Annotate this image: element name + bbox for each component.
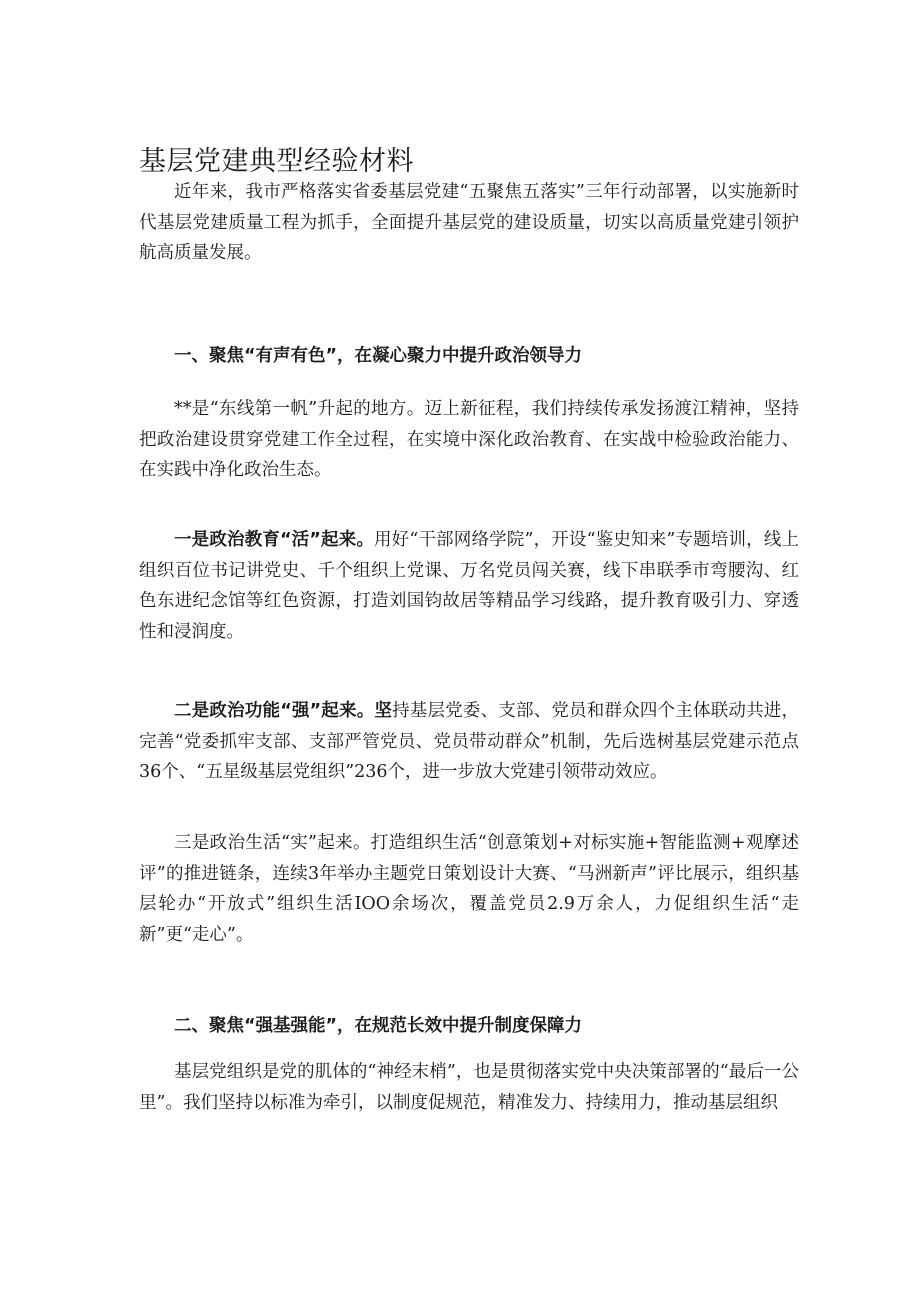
item-2-lead: 二是政治功能“强”起来。坚 xyxy=(174,701,393,721)
item-2-body: 持基层党委、支部、党员和群众四个主体联动共进，完善“党委抓牢支部、支部严管党员、党员带动群众”机制，先后选树基层党建示范点36个、“五星级基层党组织”236个，进一步放大党建引领带动效应。 xyxy=(139,701,799,782)
section-2-intro-paragraph: 基层党组织是党的肌体的“神经末梢”，也是贯彻落实党中央决策部署的“最后一公里”。我们坚持以标准为牵引，以制度促规范，精准发力、持续用力，推动基层组织 xyxy=(139,1062,799,1113)
item-1-lead: 一是政治教育“活”起来。 xyxy=(174,530,375,550)
intro-paragraph: 近年来，我市严格落实省委基层党建“五聚焦五落实”三年行动部署，以实施新时代基层党建质量工程为抓手，全面提升基层党的建设质量，切实以高质量党建引领护航高质量发展。 xyxy=(139,182,799,263)
document-title: 基层党建典型经验材料 xyxy=(139,146,414,177)
section-1-item-3-paragraph: 三是政治生活“实”起来。打造组织生活“创意策划+对标实施+智能监测+观摩述评”的推进链条，连续3年举办主题党日策划设计大赛、“马洲新声”评比展示，组织基层轮办“开放式”组织生活IOO余场次，覆盖党员2.9万余人，力促组织生活“走新”更“走心”。 xyxy=(139,833,799,945)
item-1-body: 用好“干部网络学院”，开设“鉴史知来”专题培训，线上组织百位书记讲党史、千个组织上党课、万名党员闯关赛，线下串联季市弯腰沟、红色东进纪念馆等红色资源，打造刘国钧故居等精品学习线路，提升教育吸引力、穿透性和浸润度。 xyxy=(139,530,799,642)
section-1-intro-paragraph: **是“东线第一帆”升起的地方。迈上新征程，我们持续传承发扬渡江精神，坚持把政治建设贯穿党建工作全过程，在实境中深化政治教育、在实战中检验政治能力、在实践中净化政治生态。 xyxy=(139,399,799,480)
section-1-heading: 一、聚焦“有声有色”，在凝心聚力中提升政治领导力 xyxy=(174,346,583,366)
section-2-heading: 二、聚焦“强基强能”，在规范长效中提升制度保障力 xyxy=(174,1016,583,1036)
section-1-item-1-paragraph xyxy=(139,525,799,647)
section-1-item-2-paragraph xyxy=(139,696,799,788)
